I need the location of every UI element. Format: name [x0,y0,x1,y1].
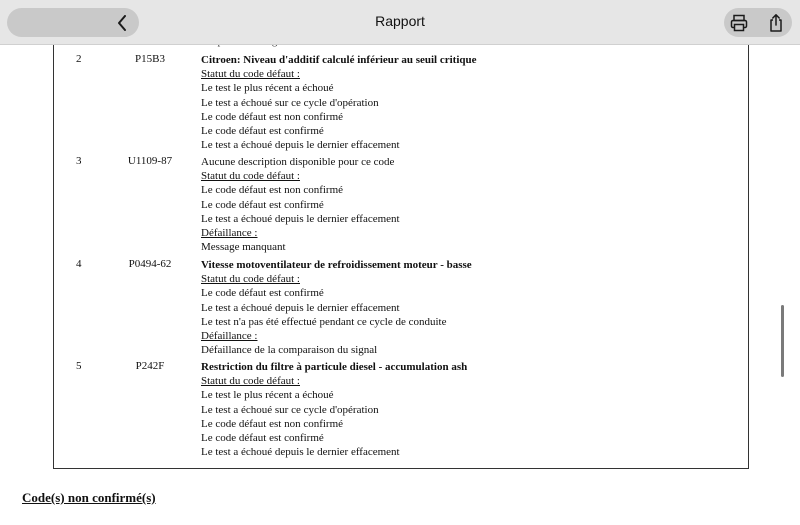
fault-detail-line: Défaillance : [201,226,258,239]
fault-detail-line: Le test a échoué depuis le dernier effacement [201,212,400,225]
fault-number: 5 [76,360,82,372]
fault-detail-line: Statut du code défaut : [201,68,300,81]
fault-details [201,258,472,357]
fault-detail-line: Statut du code défaut : [201,375,300,388]
fault-detail-line: Défaillance de la comparaison du signal [201,344,378,357]
unconfirmed-codes-heading: Code(s) non confirmé(s) [22,490,156,505]
page-title: Rapport [375,13,425,29]
fault-detail-line: Restriction du filtre à particule diesel - accumulation ash [201,361,468,373]
fault-detail-line: Le test a échoué depuis le dernier effacement [201,139,400,152]
fault-detail-line: Message manquant [201,241,286,254]
fault-detail-line: Statut du code défaut : [201,273,300,286]
fault-details [201,360,467,459]
share-button[interactable] [766,13,786,33]
fault-code: P15B3 [135,53,165,65]
share-icon [766,13,786,33]
printer-icon [729,13,749,33]
fault-detail-line: Le code défaut est non confirmé [201,184,344,197]
fault-detail-line: Statut du code défaut : [201,170,300,183]
fault-detail-line: Le test n'a pas été effectué pendant ce cycle de conduite [201,315,447,328]
fault-details [201,53,477,152]
fault-code: U1109-87 [127,155,173,167]
fault-detail-line: Vitesse motoventilateur de refroidissement moteur - basse [201,259,472,271]
fault-detail-line: Le test a échoué sur ce cycle d'opération [201,403,379,416]
fault-details [201,155,400,254]
fault-number: 3 [76,155,82,167]
fault-detail-line: Le test le plus récent a échoué [201,82,334,95]
fault-code: P242F [135,360,165,372]
fault-detail-line: Le test a échoué depuis le dernier effacement [201,301,400,314]
fault-detail-line: Le code défaut est confirmé [201,124,324,137]
top-bar [0,0,800,45]
fault-detail-line: Le test a échoué sur ce cycle d'opération [201,96,379,109]
print-button[interactable] [729,13,749,33]
fault-detail-line: Défaillance : [201,329,258,342]
action-pill [724,8,792,37]
fault-detail-line: Le test le plus récent a échoué [201,389,334,402]
fault-detail-line: Citroen: Niveau d'additif calculé inférieur au seuil critique [201,54,477,66]
fault-detail-line: Le code défaut est confirmé [201,287,324,300]
fault-code: P0494-62 [128,258,172,270]
fault-detail-line: Le code défaut est confirmé [201,431,324,444]
fault-detail-line: Le code défaut est confirmé [201,198,324,211]
fault-detail-line: Aucune description disponible pour ce code [201,156,395,168]
fault-number: 2 [76,53,82,65]
fault-detail-line: Le test a échoué depuis le dernier effacement [201,446,400,459]
fault-number: 4 [76,258,82,270]
scrollbar[interactable] [781,305,784,377]
fault-detail-line: Le code défaut est non confirmé [201,417,344,430]
fault-detail-line: Le code défaut est non confirmé [201,110,344,123]
